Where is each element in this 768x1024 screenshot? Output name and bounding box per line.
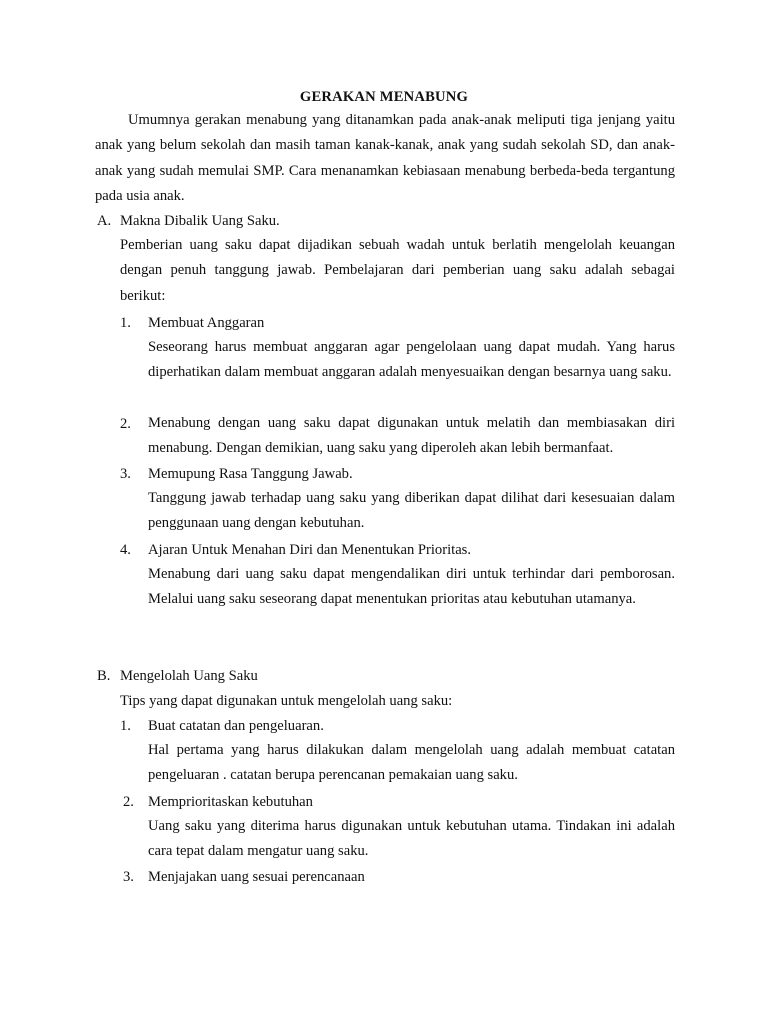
section-a-item-3-number: 3.: [120, 466, 131, 482]
section-a-marker: A.: [97, 213, 112, 229]
section-a-item-2-title: Menabung dengan uang saku dapat digunakan untuk melatih dan membiasakan diri menabung. Dengan demikian, uang saku yang diperoleh akan lebih bermanfaat.: [148, 415, 675, 457]
section-b-heading: Mengelolah Uang Saku: [120, 668, 258, 684]
section-b-item-2-body: Uang saku yang diterima harus digunakan untuk kebutuhan utama. Tindakan ini adalah cara tepat dalam mengatur uang saku.: [148, 818, 675, 860]
section-b-item-3-number: 3.: [123, 869, 134, 885]
section-b-item-3-title: Menjajakan uang sesuai perencanaan: [148, 869, 365, 885]
section-b-intro: Tips yang dapat digunakan untuk mengelolah uang saku:: [120, 693, 453, 709]
section-b-marker: B.: [97, 668, 111, 684]
section-a-item-2-number: 2.: [120, 416, 131, 432]
section-a-item-1-title: Membuat Anggaran: [148, 315, 265, 331]
section-a-intro: Pemberian uang saku dapat dijadikan sebuah wadah untuk berlatih mengelolah keuangan dengan penuh tanggung jawab. Pembelajaran dari pemberian uang saku adalah sebagai berikut:: [120, 237, 675, 304]
section-a-item-1-number: 1.: [120, 315, 131, 331]
section-a-item-3-body: Tanggung jawab terhadap uang saku yang diberikan dapat dilihat dari kesesuaian dalam penggunaan uang dengan kebutuhan.: [148, 490, 675, 532]
section-a-item-3-title: Memupung Rasa Tanggung Jawab.: [148, 466, 353, 482]
section-a-item-4-body: Menabung dari uang saku dapat mengendalikan diri untuk terhindar dari pemborosan. Melalui uang saku seseorang dapat menentukan prioritas atau kebutuhan utamanya.: [148, 566, 675, 608]
section-a-item-4-title: Ajaran Untuk Menahan Diri dan Menentukan Prioritas.: [148, 542, 472, 558]
section-b-item-1-number: 1.: [120, 718, 131, 734]
section-a-heading: Makna Dibalik Uang Saku.: [120, 213, 280, 229]
section-a-item-4-number: 4.: [120, 542, 131, 558]
document-title: GERAKAN MENABUNG: [299, 89, 469, 105]
section-b-item-2-title: Memprioritaskan kebutuhan: [148, 794, 313, 810]
section-b-item-2-number: 2.: [123, 794, 134, 810]
section-a-item-1-body: Seseorang harus membuat anggaran agar pengelolaan uang dapat mudah. Yang harus diperhatikan dalam membuat anggaran adalah menyesuaikan dengan besarnya uang saku.: [148, 339, 675, 381]
intro-paragraph: Umumnya gerakan menabung yang ditanamkan pada anak-anak meliputi tiga jenjang yaitu anak yang belum sekolah dan masih taman kanak-kanak, anak yang sudah sekolah SD, dan anak-anak yang sudah memulai SMP. Cara menanamkan kebiasaan menabung berbeda-beda tergantung pada usia anak.: [95, 112, 675, 205]
section-b-item-1-title: Buat catatan dan pengeluaran.: [148, 718, 324, 734]
section-b-item-1-body: Hal pertama yang harus dilakukan dalam mengelolah uang adalah membuat catatan pengeluaran . catatan berupa perencanan pemakaian uang saku.: [148, 742, 675, 784]
